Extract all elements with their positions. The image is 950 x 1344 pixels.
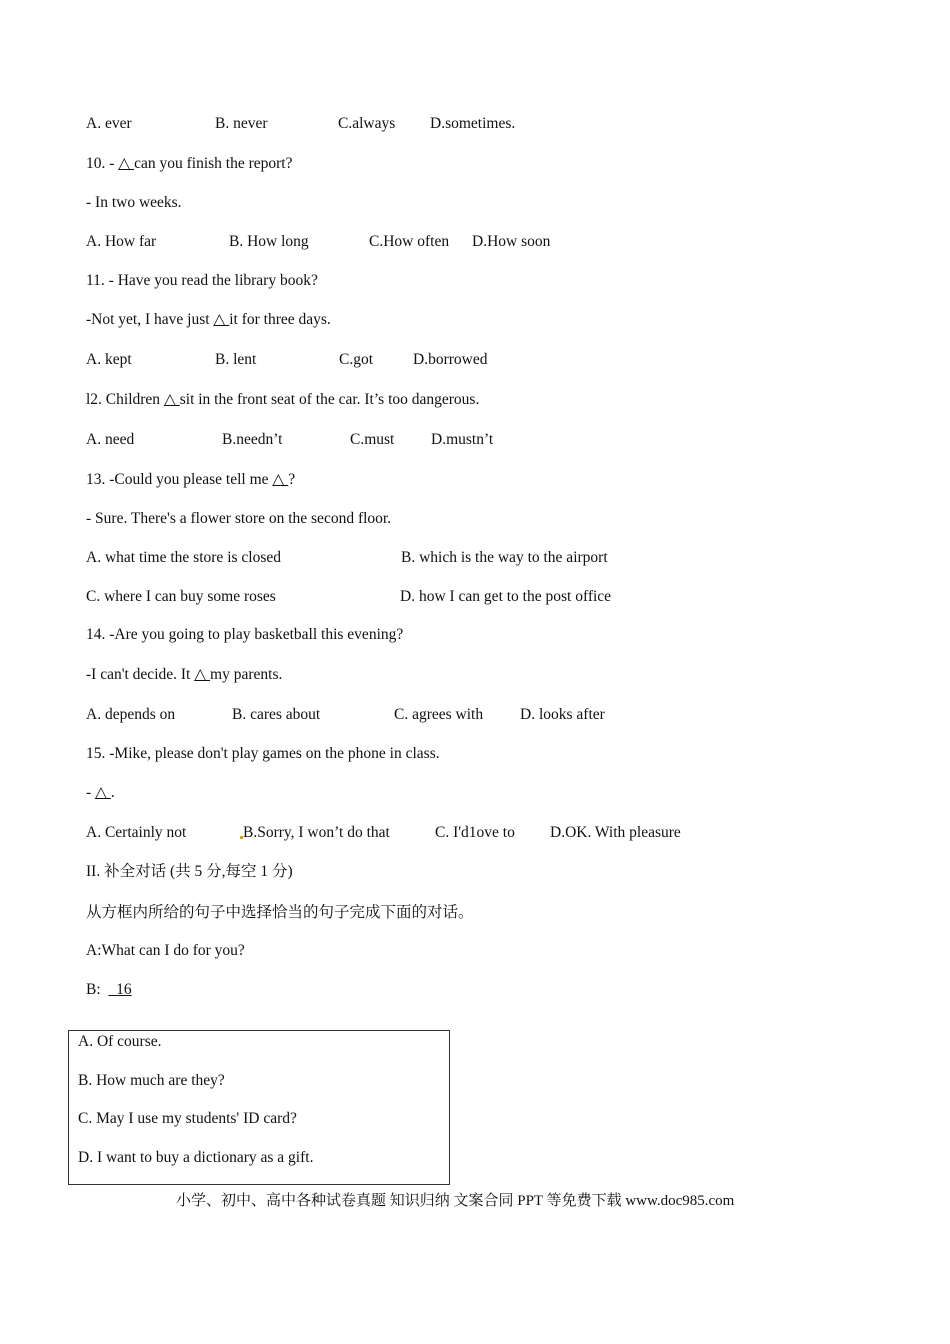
dialogue-speaker-b: B: [86, 981, 101, 998]
q10-option-d: D.How soon [472, 233, 551, 250]
q10-option-c: C.How often [369, 233, 450, 250]
q12-option-c: C.must [350, 431, 395, 448]
q10-option-a: A. How far [86, 233, 157, 250]
q11-option-b: B. lent [215, 351, 257, 368]
q10-blank: △ [118, 155, 135, 172]
box-option-a: A. Of course. [78, 1033, 162, 1050]
section2-instruction: 从方框内所给的句子中选择恰当的句子完成下面的对话。 [86, 904, 474, 921]
box-option-d: D. I want to buy a dictionary as a gift. [78, 1149, 314, 1166]
q9-option-b: B. never [215, 115, 268, 132]
q13-option-d: D. how I can get to the post office [400, 588, 612, 605]
q11-reply-rest: it for three days. [229, 311, 331, 328]
box-option-b: B. How much are they? [78, 1072, 225, 1089]
q13-question [86, 470, 295, 490]
q12-option-a: A. need [86, 431, 135, 448]
q14-option-b: B. cares about [232, 706, 321, 723]
options-box [68, 1030, 450, 1185]
q14-reply-text: -I can't decide. It [86, 666, 195, 683]
q14-option-a: A. depends on [86, 706, 176, 723]
dialogue-line-b [86, 980, 132, 1000]
q11-option-d: D.borrowed [413, 351, 488, 368]
q9-option-d: D.sometimes. [430, 115, 516, 132]
section2-heading: II. 补全对话 (共 5 分,每空 1 分) [86, 863, 293, 880]
q15-reply [86, 783, 115, 803]
q10-number: 10. - [86, 155, 115, 172]
q14-blank: △ [194, 666, 211, 683]
q15-option-c: C. I'd1ove to [435, 824, 515, 841]
q10-text: can you finish the report? [134, 155, 293, 172]
q9-option-a: A. ever [86, 115, 132, 132]
q15-option-b: B.Sorry, I won’t do that [243, 824, 390, 841]
q15-blank: △ [95, 784, 111, 801]
q9-option-c: C.always [338, 115, 396, 132]
q12-question [86, 390, 479, 410]
q12-text: l2. Children [86, 391, 164, 408]
q13-option-a: A. what time the store is closed [86, 549, 281, 566]
q15-option-a: A. Certainly not [86, 824, 187, 841]
page-footer: 小学、初中、高中各种试卷真题 知识归纳 文案合同 PPT 等免费下载 www.doc985.com [176, 1193, 735, 1209]
q10-question [86, 154, 292, 174]
q11-option-c: C.got [339, 351, 374, 368]
q11-reply-text: -Not yet, I have just [86, 311, 214, 328]
q14-reply-rest: my parents. [210, 666, 283, 683]
dialogue-line-a: A:What can I do for you? [86, 942, 245, 959]
q15-reply-text: - [86, 784, 96, 801]
q14-question: 14. -Are you going to play basketball this evening? [86, 626, 404, 643]
q13-reply: - Sure. There's a flower store on the second floor. [86, 510, 392, 527]
q12-option-d: D.mustn’t [431, 431, 494, 448]
q12-blank: △ [163, 391, 180, 408]
q15-reply-rest: . [110, 784, 115, 801]
q14-option-d: D. looks after [520, 706, 605, 723]
blank-16 [108, 981, 131, 998]
q12-option-b: B.needn’t [222, 431, 283, 448]
q11-blank: △ [213, 311, 230, 328]
q14-reply [86, 665, 282, 685]
box-option-c: C. May I use my students' ID card? [78, 1110, 297, 1127]
q11-question: 11. - Have you read the library book? [86, 272, 318, 289]
q13-option-b: B. which is the way to the airport [401, 549, 608, 566]
q15-question: 15. -Mike, please don't play games on the phone in class. [86, 745, 440, 762]
q13-text-rest: ? [288, 471, 296, 488]
q12-text-rest: sit in the front seat of the car. It’s too dangerous. [179, 391, 480, 408]
q11-reply [86, 310, 331, 330]
q13-option-c: C. where I can buy some roses [86, 588, 276, 605]
q11-option-a: A. kept [86, 351, 132, 368]
blank-16-number: 16 [116, 981, 132, 998]
q13-blank: △ [272, 471, 289, 488]
q10-reply: - In two weeks. [86, 194, 182, 211]
q10-option-b: B. How long [229, 233, 309, 250]
q14-option-c: C. agrees with [394, 706, 484, 723]
q13-text: 13. -Could you please tell me [86, 471, 273, 488]
q15-option-d: D.OK. With pleasure [550, 824, 681, 841]
